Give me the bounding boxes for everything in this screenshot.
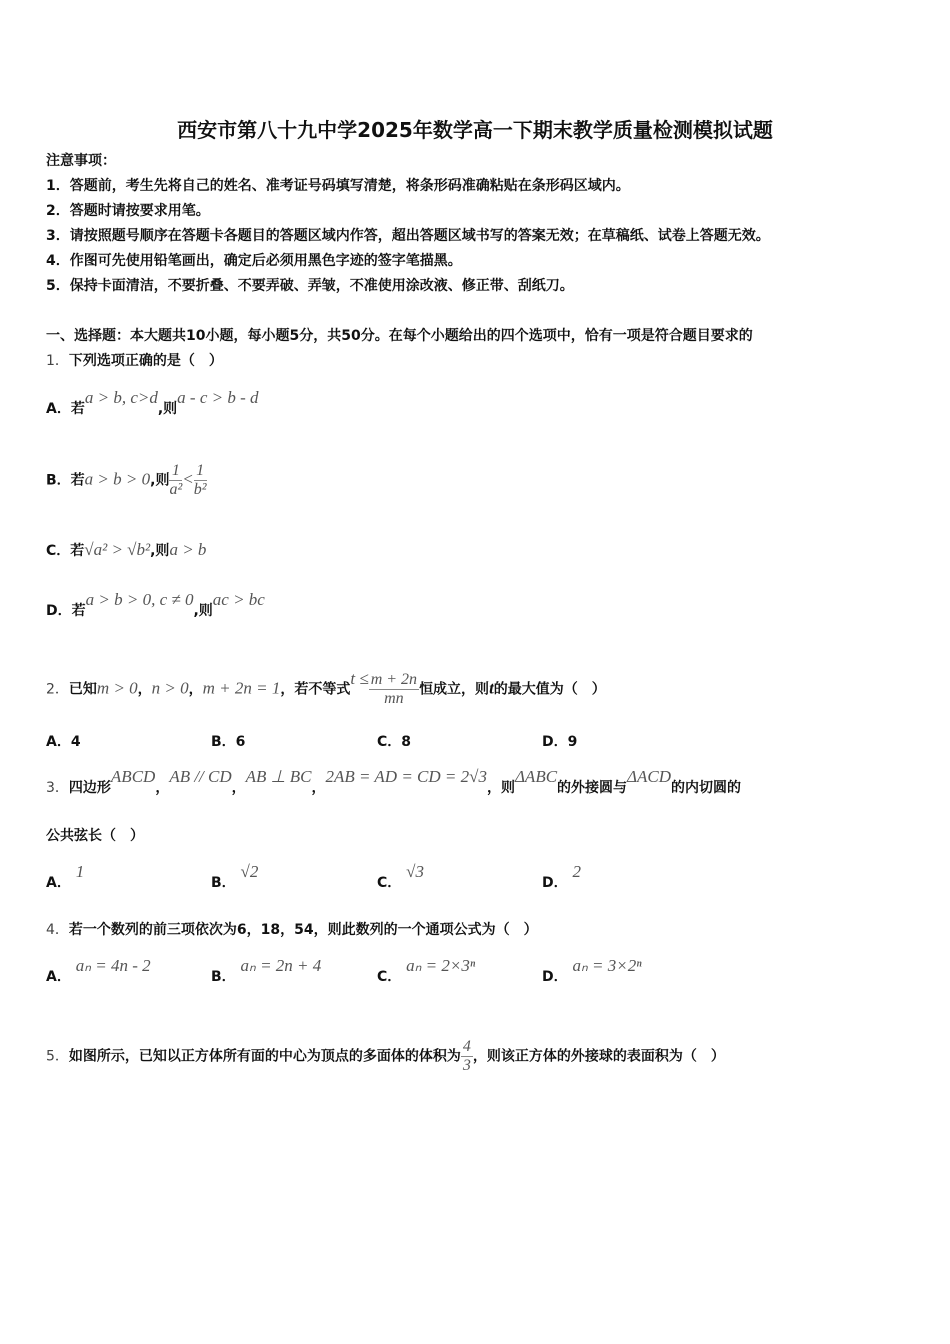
text: ，若不等式 [280, 681, 351, 698]
notice-item: 2．答题时请按要求用笔。 [46, 203, 210, 219]
page-title: 西安市第八十九中学2025年数学高一下期末教学质量检测模拟试题 [177, 118, 773, 142]
option-value: 1 [75, 862, 85, 881]
text: ， [137, 681, 152, 698]
option-label: B． [211, 875, 236, 891]
option-value: aₙ = 4n - 2 [75, 956, 151, 975]
math: t [489, 678, 494, 698]
option-value: aₙ = 2n + 4 [240, 956, 322, 975]
q1-option-d [46, 590, 265, 621]
question-3 [46, 767, 742, 798]
fraction [169, 462, 182, 499]
text: 的外接圆与 [557, 780, 628, 796]
math: 2AB = AD = CD = 2√3 [325, 767, 487, 786]
q4-option-a [46, 956, 151, 986]
math: < [182, 469, 194, 489]
numerator: 1 [169, 462, 182, 481]
text: 若 [70, 543, 85, 559]
math: ΔABC [514, 767, 558, 786]
denominator: mn [384, 690, 404, 707]
option-label: B． [211, 734, 236, 750]
q1-option-b [46, 462, 207, 499]
option-label: B． [211, 969, 236, 985]
q1-option-c [46, 540, 206, 561]
option-label: A． [46, 401, 71, 417]
text: 已知 [68, 681, 97, 698]
option-label: D． [542, 734, 568, 750]
text: ， [231, 780, 246, 796]
option-value: 6 [235, 734, 246, 750]
math: a - c > b - d [177, 388, 259, 407]
q3-option-a [46, 862, 85, 892]
math: ΔACD [627, 767, 672, 786]
option-label: B． [46, 472, 71, 489]
text: ,则 [150, 472, 170, 489]
option-value: aₙ = 2×3ⁿ [406, 956, 476, 975]
text: 若 [70, 472, 85, 489]
option-value: 8 [401, 734, 412, 750]
text: ， [188, 681, 203, 698]
option-value: 9 [567, 734, 578, 750]
fraction [369, 671, 419, 708]
question-number: 2． [46, 681, 69, 698]
text: ,则 [193, 603, 213, 619]
fraction [194, 462, 207, 499]
notice-item: 5．保持卡面清洁，不要折叠、不要弄破、弄皱，不准使用涂改液、修正带、刮纸刀。 [46, 278, 574, 294]
text: 四边形 [68, 780, 111, 796]
numerator: 4 [462, 1038, 471, 1055]
math: a > b [169, 540, 207, 559]
math: ac > bc [212, 590, 265, 609]
text: ， [311, 780, 326, 796]
option-label: A． [46, 875, 71, 891]
numerator: 1 [194, 462, 207, 481]
question-3-cont: 公共弦长（ ） [46, 828, 144, 844]
text: 的最大值为（ ） [493, 681, 606, 698]
text: 如图所示，已知以正方体所有面的中心为顶点的多面体的体积为 [68, 1048, 461, 1065]
math: m > 0 [96, 678, 138, 698]
q4-option-b [211, 956, 322, 986]
question-number: 5． [46, 1048, 69, 1065]
math: AB ⊥ BC [245, 767, 312, 786]
text: ，则该正方体的外接球的表面积为（ ） [472, 1048, 725, 1065]
text: ，则 [486, 780, 515, 796]
notice-item: 1．答题前，考生先将自己的姓名、准考证号码填写清楚，将条形码准确粘贴在条形码区域内。 [46, 178, 630, 194]
text: ,则 [150, 543, 170, 559]
question-1 [46, 351, 223, 371]
option-label: D． [542, 969, 568, 985]
text: ， [155, 780, 170, 796]
math: n > 0 [151, 678, 189, 698]
option-value: aₙ = 3×2ⁿ [572, 956, 642, 975]
question-stem: 若一个数列的前三项依次为6，18，54，则此数列的一个通项公式为（ ） [68, 922, 538, 938]
option-label: A． [46, 734, 71, 750]
q3-option-d [542, 862, 581, 892]
text: 的内切圆的 [671, 780, 742, 796]
math: a > b, c>d [84, 388, 158, 407]
q2-option-b [211, 731, 245, 751]
question-5 [46, 1038, 725, 1075]
q3-option-c [377, 862, 424, 892]
math: √a² > √b² [84, 540, 151, 559]
option-value: √2 [240, 862, 259, 881]
option-label: D． [542, 875, 568, 891]
math: AB // CD [169, 767, 232, 786]
option-label: A． [46, 969, 71, 985]
question-4 [46, 920, 538, 940]
text: 恒成立，则 [419, 681, 490, 698]
question-number: 1． [46, 353, 69, 369]
option-label: D． [46, 603, 72, 619]
denominator: a² [169, 481, 183, 498]
fraction [461, 1038, 473, 1075]
math: a > b > 0 [84, 469, 151, 489]
option-label: C． [46, 543, 71, 559]
question-number: 3． [46, 780, 69, 796]
math: m + 2n = 1 [202, 678, 281, 698]
notice-heading: 注意事项： [46, 153, 116, 169]
option-value: 4 [70, 734, 81, 750]
q3-option-b [211, 862, 259, 892]
text: ,则 [157, 401, 178, 417]
option-label: C． [377, 734, 402, 750]
option-label: C． [377, 969, 402, 985]
math: a > b > 0, c ≠ 0 [85, 590, 194, 609]
math: ABCD [110, 767, 156, 786]
notice-item: 3．请按照题号顺序在答题卡各题目的答题区域内作答，超出答题区域书写的答案无效；在草稿纸、试卷上答题无效。 [46, 228, 770, 244]
question-stem: 下列选项正确的是（ ） [68, 353, 223, 369]
text: 若 [70, 401, 85, 417]
question-2 [46, 668, 606, 708]
denominator: 3 [462, 1057, 471, 1074]
option-value: 2 [572, 862, 581, 881]
q4-option-d [542, 956, 642, 986]
q4-option-c [377, 956, 476, 986]
q2-option-c [377, 731, 411, 751]
option-value: √3 [406, 862, 424, 881]
numerator: m + 2n [370, 671, 418, 688]
math: t ≤ [350, 668, 369, 688]
notice-item: 4．作图可先使用铅笔画出，确定后必须用黑色字迹的签字笔描黑。 [46, 253, 462, 269]
q1-option-a [46, 388, 259, 419]
text: 若 [71, 603, 86, 619]
q2-option-a [46, 731, 81, 751]
denominator: b² [193, 481, 207, 498]
q2-option-d [542, 731, 577, 751]
question-number: 4． [46, 922, 69, 938]
section-heading: 一、选择题：本大题共10小题，每小题5分，共50分。在每个小题给出的四个选项中，恰有一项是符合题目要求的 [46, 328, 753, 344]
option-label: C． [377, 875, 402, 891]
